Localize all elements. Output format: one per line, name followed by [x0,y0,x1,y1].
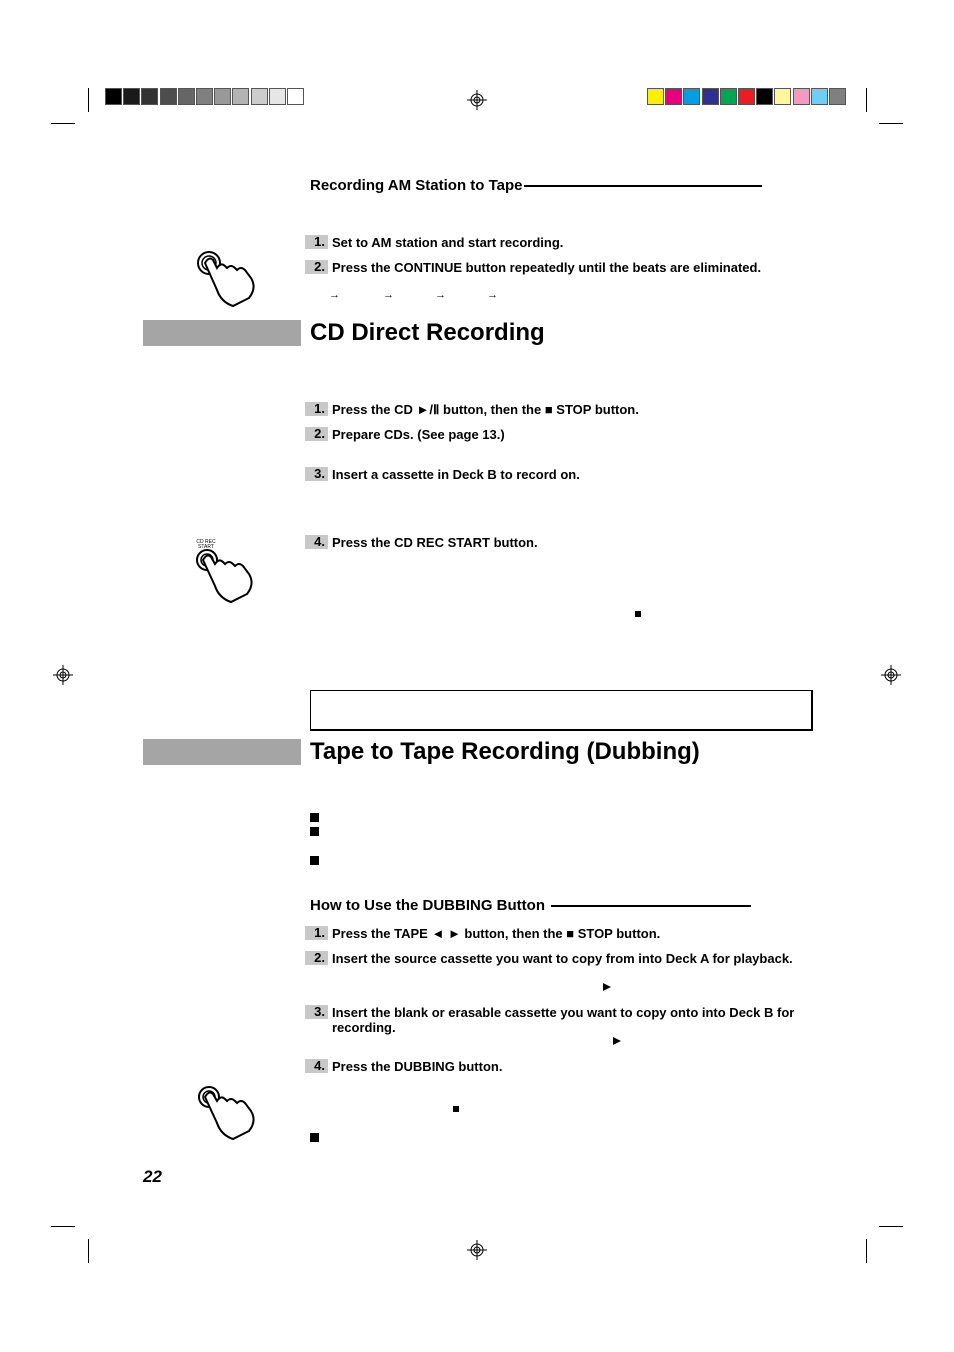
arrow-right-icon: → [329,289,340,301]
step-text: Insert the source cassette you want to copy from into Deck A for playback. [332,951,793,966]
cd-step-1 [305,402,812,417]
crop-mark [879,1226,903,1227]
cd-step-2 [305,427,812,442]
color-swatch [647,88,664,105]
step-text: Press the CD REC START button. [332,535,538,550]
step-text: Press the DUBBING button. [332,1059,503,1074]
step-text: Prepare CDs. (See page 13.) [332,427,505,442]
am-step-2 [305,260,812,275]
step-number: 2. [305,951,328,965]
pointing-hand-icon [193,548,255,606]
crop-mark [88,1239,89,1263]
am-heading-text: Recording AM Station to Tape [310,177,523,194]
crop-mark [879,123,903,124]
stop-square-icon [453,1106,459,1112]
color-swatch [793,88,810,105]
color-swatch [702,88,719,105]
color-swatch [123,88,140,105]
registration-mark-icon [467,90,487,110]
dub-step-3 [305,1005,802,1035]
crop-mark [866,1239,867,1263]
arrow-right-icon: → [435,289,446,301]
color-swatch [269,88,286,105]
color-swatch [774,88,791,105]
am-section-heading [310,177,762,194]
dub-step-1 [305,926,812,941]
step-number: 4. [305,1059,328,1073]
stop-square-icon [635,611,641,617]
color-swatch [141,88,158,105]
color-swatch [665,88,682,105]
label-line: CD REC [196,539,216,545]
cd-section-title: CD Direct Recording [310,319,545,346]
color-swatch [178,88,195,105]
dub-step-2 [305,951,802,966]
color-swatch [683,88,700,105]
heading-rule [524,185,762,187]
step-text: Press the CONTINUE button repeatedly until the beats are eliminated. [332,260,762,275]
color-swatch [232,88,249,105]
dub-step-4 [305,1059,812,1074]
color-swatch [811,88,828,105]
section-bar [143,320,301,346]
crop-mark [51,123,75,124]
crop-mark [88,88,89,112]
step-number: 4. [305,535,328,549]
step-number: 2. [305,260,328,274]
heading-rule [551,905,751,907]
color-swatch [160,88,177,105]
pointing-hand-icon [195,248,257,310]
color-swatch [756,88,773,105]
step-number: 1. [305,402,328,416]
step-text: Insert a cassette in Deck B to record on. [332,467,580,482]
color-swatch [738,88,755,105]
arrow-right-icon: → [487,289,498,301]
step-text: Set to AM station and start recording. [332,235,564,250]
crop-mark [866,88,867,112]
bullet-square-icon [310,1133,319,1142]
dub-section-heading [310,897,751,914]
color-swatch [214,88,231,105]
am-step-1 [305,235,812,250]
section-bar [143,739,301,765]
color-swatch [105,88,122,105]
bullet-square-icon [310,856,319,865]
step-text: Press the CD ►/Ⅱ button, then the ■ STOP button. [332,402,639,417]
page-number: 22 [143,1167,162,1186]
dub-section-title: Tape to Tape Recording (Dubbing) [310,738,700,765]
registration-mark-icon [467,1240,487,1260]
dub-heading-text: How to Use the DUBBING Button [310,897,545,914]
step-number: 1. [305,235,328,249]
color-swatch [287,88,304,105]
bullet-square-icon [310,813,319,822]
step-text: Press the TAPE ◄ ► button, then the ■ STOP button. [332,926,661,941]
color-swatch [196,88,213,105]
registration-mark-icon [881,665,901,685]
color-swatch [720,88,737,105]
step-number: 2. [305,427,328,441]
note-box [310,690,813,731]
registration-mark-icon [53,665,73,685]
step-number: 3. [305,467,328,481]
cd-step-4 [305,535,812,550]
arrow-right-icon: → [383,289,394,301]
play-triangle-icon [613,1037,621,1045]
crop-mark [51,1226,75,1227]
play-triangle-icon [603,983,611,991]
color-swatch [829,88,846,105]
label-line: START [198,544,214,550]
pointing-hand-icon [195,1085,257,1143]
step-number: 1. [305,926,328,940]
step-number: 3. [305,1005,328,1019]
step-text: Insert the blank or erasable cassette you want to copy onto into Deck B for recording. [332,1005,795,1035]
bullet-square-icon [310,827,319,836]
cd-step-3 [305,467,812,482]
color-swatch [251,88,268,105]
